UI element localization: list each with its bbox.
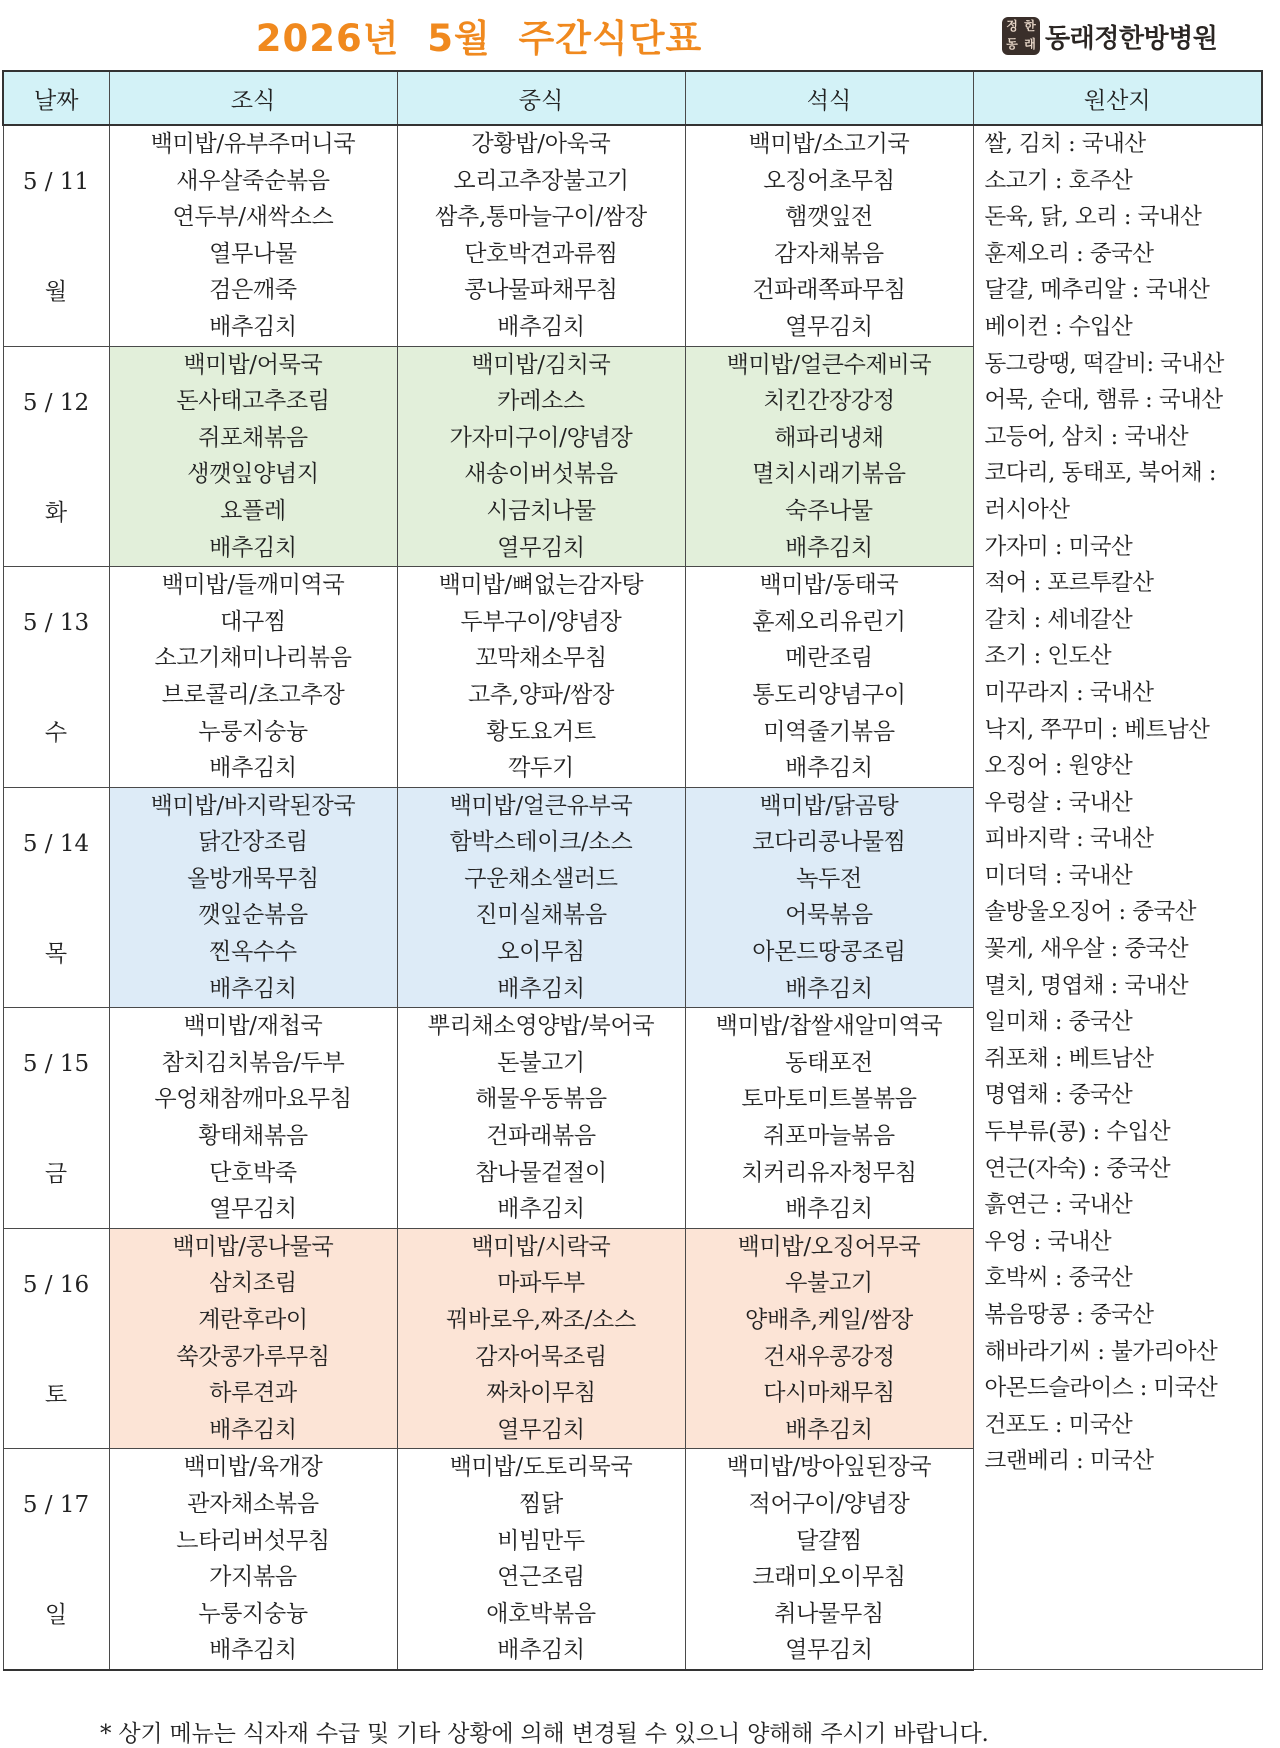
- menu-item: 카레소스: [497, 388, 585, 415]
- seal-char: 동: [1006, 37, 1018, 51]
- day-date: 5 / 13: [22, 610, 90, 637]
- breakfast-cell: [109, 125, 397, 346]
- day-cell: [3, 1008, 109, 1229]
- menu-item: 짜차이무침: [486, 1380, 596, 1407]
- menu-item: 느타리버섯무침: [176, 1527, 330, 1554]
- hospital-logo: [1002, 14, 1217, 58]
- origin-item: 크랜베리 : 미국산: [984, 1448, 1154, 1475]
- seal-char: 한: [1024, 19, 1036, 33]
- menu-item: 찐옥수수: [209, 939, 297, 966]
- menu-item: 가자미구이/양념장: [449, 424, 633, 451]
- origin-item: 훈제오리 : 중국산: [984, 240, 1154, 267]
- menu-item: 배추김치: [497, 1637, 585, 1664]
- menu-item: 오리고추장불고기: [453, 167, 629, 194]
- menu-item: 관자채소볶음: [187, 1490, 319, 1517]
- menu-item: 백미밥/방아잎된장국: [726, 1454, 932, 1481]
- day-weekday: 금: [44, 1161, 68, 1188]
- menu-item: 깍두기: [508, 755, 574, 782]
- menu-item: 찜닭: [519, 1490, 563, 1517]
- origin-item: 소고기 : 호주산: [984, 167, 1133, 194]
- lunch-cell: [397, 346, 685, 567]
- origin-item: 흙연근 : 국내산: [984, 1192, 1133, 1219]
- menu-item: 두부구이/양념장: [460, 608, 622, 635]
- origin-item: 건포도 : 미국산: [984, 1411, 1133, 1438]
- day-weekday: 수: [44, 720, 68, 747]
- menu-item: 누룽지숭늉: [198, 718, 308, 745]
- origin-item: 일미채 : 중국산: [984, 1009, 1133, 1036]
- dinner-cell: [685, 125, 973, 346]
- weekly-menu-table: [2, 70, 1263, 1671]
- origin-item: 적어 : 포르투칼산: [984, 570, 1154, 597]
- menu-item: 건파래볶음: [486, 1123, 596, 1150]
- header-breakfast: 조식: [109, 71, 397, 125]
- day-cell: [3, 1228, 109, 1449]
- menu-item: 브로콜리/초고추장: [161, 681, 345, 708]
- menu-item: 열무김치: [785, 1637, 873, 1664]
- menu-item: 백미밥/육개장: [183, 1454, 323, 1481]
- menu-item: 녹두전: [796, 865, 862, 892]
- menu-item: 열무김치: [209, 1196, 297, 1223]
- day-cell: [3, 125, 109, 346]
- menu-item: 꿔바로우,짜조/소스: [446, 1307, 636, 1333]
- breakfast-cell: [109, 787, 397, 1008]
- day-date: 5 / 16: [22, 1271, 90, 1298]
- menu-item: 백미밥/얼큰수제비국: [726, 351, 932, 378]
- menu-item: 쥐포마늘볶음: [763, 1123, 895, 1150]
- dinner-cell: [685, 346, 973, 567]
- menu-item: 단호박견과류찜: [464, 240, 618, 267]
- menu-item: 미역줄기볶음: [763, 718, 895, 745]
- menu-item: 훈제오리유린기: [752, 608, 906, 635]
- menu-item: 달걀찜: [796, 1527, 862, 1554]
- menu-item: 대구찜: [220, 608, 286, 635]
- origin-item: 오징어 : 원양산: [984, 753, 1133, 780]
- origin-item: 코다리, 동태포, 북어채 :: [984, 460, 1216, 487]
- origin-item: 해바라기씨 : 불가리아산: [984, 1338, 1218, 1365]
- menu-item: 햄깻잎전: [785, 204, 873, 231]
- menu-item: 배추김치: [209, 313, 297, 340]
- menu-item: 참치김치볶음/두부: [161, 1049, 345, 1076]
- origin-item: 호박씨 : 중국산: [984, 1265, 1133, 1292]
- breakfast-cell: [109, 567, 397, 788]
- menu-item: 치커리유자청무침: [741, 1159, 917, 1186]
- origin-item: 돈육, 닭, 오리 : 국내산: [984, 204, 1202, 231]
- menu-item: 시금치나물: [486, 497, 596, 524]
- menu-item: 진미실채볶음: [475, 902, 607, 929]
- day-cell: [3, 787, 109, 1008]
- origin-item: 러시아산: [984, 496, 1070, 523]
- menu-item: 열무나물: [209, 240, 297, 267]
- menu-item: 오징어초무침: [763, 167, 895, 194]
- menu-item: 하루견과: [209, 1380, 297, 1407]
- menu-item: 양배추,케일/쌈장: [745, 1307, 913, 1333]
- dinner-cell: [685, 1449, 973, 1670]
- header-dinner: 석식: [685, 71, 973, 125]
- menu-item: 마파두부: [497, 1270, 585, 1297]
- lunch-cell: [397, 787, 685, 1008]
- day-weekday: 화: [44, 499, 68, 526]
- lunch-cell: [397, 125, 685, 346]
- menu-item: 배추김치: [785, 755, 873, 782]
- day-date: 5 / 11: [22, 169, 90, 195]
- day-cell: [3, 1449, 109, 1670]
- day-date: 5 / 12: [22, 389, 90, 416]
- menu-item: 숙주나물: [785, 497, 873, 524]
- origin-cell: [973, 125, 1262, 1670]
- day-weekday: 일: [44, 1602, 68, 1629]
- menu-item: 코다리콩나물찜: [752, 829, 906, 856]
- menu-item: 백미밥/바지락된장국: [150, 792, 356, 819]
- hospital-name: 동래정한방병원: [1045, 23, 1218, 54]
- menu-item: 백미밥/재첩국: [183, 1013, 323, 1040]
- menu-item: 콩나물파채무침: [464, 277, 618, 304]
- origin-item: 연근(자숙) : 중국산: [984, 1155, 1171, 1182]
- menu-item: 건새우콩강정: [763, 1343, 895, 1370]
- menu-item: 적어구이/양념장: [748, 1490, 910, 1517]
- menu-item: 쥐포채볶음: [198, 424, 308, 451]
- lunch-cell: [397, 1008, 685, 1229]
- menu-item: 백미밥/찹쌀새알미역국: [715, 1013, 943, 1040]
- menu-item: 어묵볶음: [785, 902, 873, 929]
- menu-item: 백미밥/얼큰유부국: [449, 792, 633, 819]
- menu-item: 소고기채미나리볶음: [154, 645, 352, 672]
- dinner-cell: [685, 787, 973, 1008]
- menu-item: 참나물겉절이: [475, 1159, 607, 1186]
- lunch-cell: [397, 1228, 685, 1449]
- header-origin: 원산지: [973, 71, 1262, 125]
- menu-item: 백미밥/들깨미역국: [161, 572, 345, 599]
- breakfast-cell: [109, 1008, 397, 1229]
- origin-item: 두부류(콩) : 수입산: [984, 1119, 1171, 1146]
- menu-item: 취나물무침: [774, 1600, 884, 1627]
- menu-item: 건파래쪽파무침: [752, 277, 906, 304]
- dinner-cell: [685, 567, 973, 788]
- origin-item: 아몬드슬라이스 : 미국산: [984, 1375, 1218, 1402]
- day-cell: [3, 346, 109, 567]
- day-date: 5 / 14: [22, 830, 90, 857]
- menu-item: 백미밥/콩나물국: [172, 1233, 334, 1260]
- menu-item: 열무김치: [497, 534, 585, 561]
- menu-item: 배추김치: [209, 534, 297, 561]
- origin-item: 어묵, 순대, 햄류 : 국내산: [984, 387, 1223, 414]
- header-row: [3, 71, 1262, 125]
- menu-item: 검은깨죽: [209, 277, 297, 304]
- menu-item: 쑥갓콩가루무침: [176, 1343, 330, 1370]
- origin-item: 고등어, 삼치 : 국내산: [984, 423, 1189, 450]
- menu-item: 배추김치: [785, 1196, 873, 1223]
- origin-item: 달걀, 메추리알 : 국내산: [984, 277, 1210, 304]
- menu-item: 토마토미트볼볶음: [741, 1086, 917, 1113]
- menu-item: 백미밥/소고기국: [748, 131, 910, 157]
- menu-item: 깻잎순볶음: [198, 902, 308, 929]
- origin-item: 베이컨 : 수입산: [984, 313, 1133, 340]
- seal-char: 정: [1006, 19, 1018, 33]
- origin-item: 명엽채 : 중국산: [984, 1082, 1133, 1109]
- menu-item: 애호박볶음: [486, 1600, 596, 1627]
- dinner-cell: [685, 1008, 973, 1229]
- menu-item: 단호박죽: [209, 1159, 297, 1186]
- origin-item: 볶음땅콩 : 중국산: [984, 1302, 1154, 1328]
- menu-item: 아몬드땅콩조림: [752, 939, 906, 966]
- origin-item: 우렁살 : 국내산: [984, 789, 1133, 816]
- origin-item: 미꾸라지 : 국내산: [984, 679, 1154, 706]
- menu-item: 배추김치: [209, 975, 297, 1002]
- footer-note: * 상기 메뉴는 식자재 수급 및 기타 상황에 의해 변경될 수 있으니 양해해 주시기 바랍니다.: [100, 1721, 989, 1747]
- menu-item: 연두부/새싹소스: [172, 204, 334, 231]
- menu-item: 배추김치: [785, 1416, 873, 1443]
- menu-item: 메란조림: [785, 645, 873, 672]
- menu-item: 해물우동볶음: [475, 1086, 607, 1113]
- menu-item: 닭간장조림: [198, 829, 308, 856]
- menu-item: 백미밥/김치국: [471, 351, 611, 378]
- menu-item: 해파리냉채: [774, 424, 884, 451]
- menu-item: 구운채소샐러드: [464, 865, 618, 892]
- menu-item: 통도리양념구이: [752, 681, 906, 708]
- origin-item: 꽃게, 새우살 : 중국산: [984, 936, 1189, 963]
- day-date: 5 / 17: [22, 1492, 90, 1519]
- menu-item: 쌈추,통마늘구이/쌈장: [435, 204, 647, 231]
- menu-item: 비빔만두: [497, 1527, 585, 1554]
- origin-item: 낙지, 쭈꾸미 : 베트남산: [984, 716, 1210, 743]
- menu-item: 배추김치: [785, 534, 873, 561]
- breakfast-cell: [109, 346, 397, 567]
- day-weekday: 목: [44, 940, 68, 967]
- page-title: 2026년 5월 주간식단표: [255, 17, 703, 60]
- menu-item: 배추김치: [497, 975, 585, 1002]
- menu-item: 백미밥/시락국: [471, 1233, 611, 1260]
- origin-item: 갈치 : 세네갈산: [984, 606, 1133, 633]
- day-weekday: 월: [44, 279, 68, 305]
- menu-item: 올방개묵무침: [187, 865, 319, 892]
- origin-item: 피바지락 : 국내산: [984, 826, 1154, 853]
- menu-item: 새우살죽순볶음: [176, 167, 330, 194]
- header-lunch: 중식: [397, 71, 685, 125]
- origin-item: 가자미 : 미국산: [984, 533, 1133, 560]
- origin-item: 조기 : 인도산: [984, 643, 1112, 670]
- hospital-seal-icon: [1002, 17, 1040, 55]
- menu-item: 우불고기: [785, 1270, 873, 1297]
- menu-item: 배추김치: [209, 755, 297, 782]
- origin-item: 동그랑땡, 떡갈비: 국내산: [984, 350, 1224, 377]
- origin-item: 미더덕 : 국내산: [984, 862, 1133, 889]
- origin-item: 우엉 : 국내산: [984, 1228, 1112, 1255]
- menu-item: 연근조림: [497, 1564, 585, 1591]
- dinner-cell: [685, 1228, 973, 1449]
- menu-item: 고추,양파/쌈장: [468, 681, 614, 708]
- menu-item: 백미밥/어묵국: [183, 351, 323, 378]
- day-weekday: 토: [44, 1381, 68, 1408]
- menu-item: 황태채볶음: [198, 1123, 308, 1150]
- menu-item: 함박스테이크/소스: [449, 829, 633, 856]
- menu-item: 가지볶음: [209, 1564, 297, 1591]
- menu-item: 강황밥/아욱국: [471, 131, 611, 157]
- menu-item: 백미밥/동태국: [759, 572, 899, 599]
- menu-item: 백미밥/도토리묵국: [449, 1454, 633, 1481]
- breakfast-cell: [109, 1449, 397, 1670]
- menu-item: 감자어묵조림: [475, 1343, 607, 1370]
- menu-item: 누룽지숭늉: [198, 1600, 308, 1627]
- menu-item: 뿌리채소영양밥/북어국: [427, 1013, 655, 1040]
- menu-item: 삼치조림: [209, 1270, 297, 1297]
- menu-item: 계란후라이: [198, 1307, 308, 1333]
- menu-item: 오이무침: [497, 939, 585, 966]
- origin-item: 솔방울오징어 : 중국산: [984, 899, 1197, 926]
- menu-item: 크래미오이무침: [752, 1564, 906, 1591]
- menu-item: 열무김치: [497, 1416, 585, 1443]
- menu-item: 다시마채무침: [763, 1380, 895, 1407]
- day-cell: [3, 567, 109, 788]
- day-date: 5 / 15: [22, 1051, 90, 1078]
- day-row: [3, 125, 1262, 346]
- menu-item: 백미밥/닭곰탕: [759, 792, 899, 819]
- menu-item: 감자채볶음: [774, 240, 884, 267]
- menu-item: 생깻잎양념지: [187, 461, 319, 488]
- lunch-cell: [397, 1449, 685, 1670]
- menu-item: 배추김치: [209, 1637, 297, 1664]
- menu-item: 새송이버섯볶음: [464, 461, 618, 488]
- menu-item: 치킨간장강정: [763, 388, 895, 415]
- menu-item: 요플레: [220, 497, 286, 524]
- lunch-cell: [397, 567, 685, 788]
- menu-item: 백미밥/뼈없는감자탕: [438, 572, 644, 599]
- menu-item: 백미밥/오징어무국: [737, 1233, 921, 1260]
- menu-item: 멸치시래기볶음: [752, 461, 906, 488]
- menu-item: 돈불고기: [497, 1049, 585, 1076]
- menu-item: 열무김치: [785, 313, 873, 340]
- breakfast-cell: [109, 1228, 397, 1449]
- menu-item: 꼬막채소무침: [475, 645, 607, 672]
- menu-item: 배추김치: [785, 975, 873, 1002]
- origin-item: 멸치, 명엽채 : 국내산: [984, 972, 1189, 999]
- menu-item: 배추김치: [497, 1196, 585, 1223]
- menu-item: 돈사태고추조림: [176, 388, 330, 415]
- menu-item: 동태포전: [785, 1049, 873, 1076]
- menu-item: 배추김치: [497, 313, 585, 340]
- menu-item: 배추김치: [209, 1416, 297, 1443]
- seal-char: 래: [1024, 37, 1036, 51]
- menu-item: 우엉채참깨마요무침: [154, 1086, 352, 1113]
- origin-item: 쌀, 김치 : 국내산: [984, 131, 1146, 157]
- header-date: 날짜: [3, 71, 109, 125]
- menu-item: 백미밥/유부주머니국: [150, 131, 356, 157]
- origin-item: 쥐포채 : 베트남산: [984, 1045, 1154, 1072]
- menu-item: 황도요거트: [486, 718, 596, 745]
